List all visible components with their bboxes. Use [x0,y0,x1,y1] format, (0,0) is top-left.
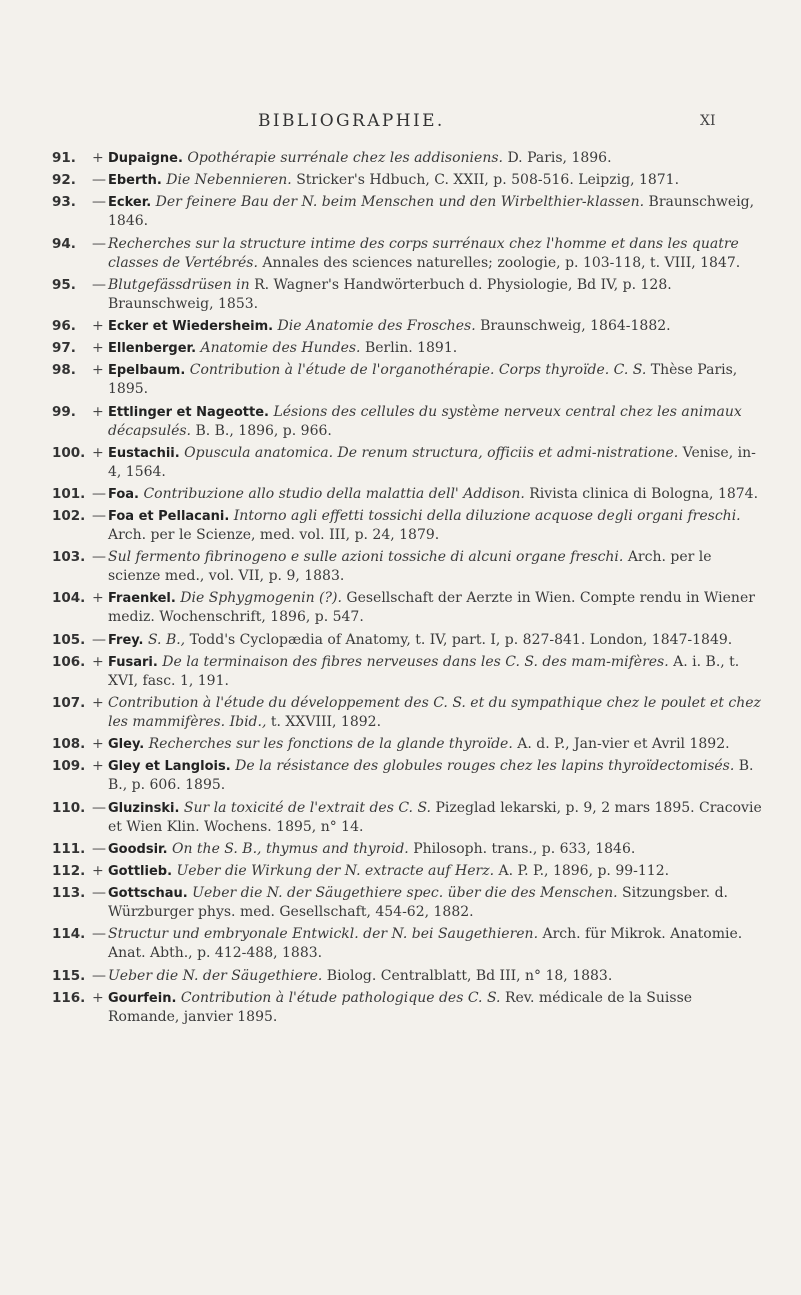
entry-mark: — [92,926,106,943]
bibliography-entry [52,967,764,986]
entry-number: 100. [52,444,86,461]
entry-title: Sur la toxicité de l'extrait des C. S. [183,799,431,816]
entry-source: Berlin. 1891. [364,340,458,357]
entry-source: Arch. per le scienze med., vol. VII, p. 9, 1883. [108,549,712,585]
entry-number: 107. [52,695,86,711]
entry-source: t. XXVIII, 1892. [270,714,382,730]
entry-author: Gley et Langlois. [108,759,231,775]
entry-author: Gottschau. [108,886,188,902]
entry-number: 115. [52,967,86,984]
entry-source: Sitzungsber. d. Würzburger phys. med. Gesellschaft, 454-62, 1882. [108,885,728,921]
bibliography-entry [52,403,764,441]
entry-number: 116. [52,989,86,1006]
entry-source: Annales des sciences naturelles; zoologie, p. 103-118, t. VIII, 1847. [262,254,741,271]
entry-source: A. i. B., t. XVI, fasc. 1, 191. [108,653,740,689]
entry-title: Ueber die N. der Säugethiere. [108,967,323,984]
bibliography-entry [52,507,764,545]
entry-author: Frey. [108,632,144,648]
entry-title: De la terminaison des fibres nerveuses dans les C. S. des mam-mifères. [162,653,669,670]
entry-source: Philosoph. trans., p. 633, 1846. [413,840,636,857]
entry-number: 113. [52,885,86,902]
entry-author: Eustachii. [108,445,180,461]
entry-body [108,840,764,859]
entry-title: S. B., [147,631,186,648]
entry-mark: + [92,362,104,379]
entry-mark: — [92,235,106,252]
entry-number: 96. [52,317,76,334]
bibliography-entry [52,631,764,650]
entry-source: Venise, in-4, 1564. [108,444,756,480]
bibliography-entry [52,925,764,963]
entry-number: 93. [52,194,76,211]
entry-source: Braunschweig, 1864-1882. [480,317,671,334]
entry-body [108,149,764,168]
entry-body [108,548,764,586]
entry-author: Gourfein. [108,990,177,1006]
entry-mark: — [92,485,106,502]
entry-mark: + [92,590,104,607]
bibliography-entry [52,862,764,881]
entry-title: Ueber die N. der Säugethiere spec. über die des Menschen. [192,885,618,902]
entry-author: Gley. [108,737,145,753]
entry-body [108,735,764,754]
entry-title: Die Anatomie des Frosches. [277,317,476,334]
bibliography-entry [52,276,764,314]
entry-source: Rivista clinica di Bologna, 1874. [529,485,759,502]
entry-number: 108. [52,736,86,753]
entry-body [108,235,764,273]
entry-mark: — [92,194,106,211]
bibliography-entry [52,989,764,1027]
entry-body [108,631,764,650]
bibliography-entry [52,799,764,837]
entry-source: Biolog. Centralblatt, Bd III, n° 18, 1883. [326,967,613,984]
entry-source: Pizeglad lekarski, p. 9, 2 mars 1895. Cracovie et Wien Klin. Wochens. 1895, n° 14. [108,799,762,835]
entry-mark: + [92,758,104,775]
entry-number: 110. [52,799,86,816]
entry-title: On the S. B., thymus and thyroid. [171,840,409,857]
entry-body [108,862,764,881]
entry-number: 112. [52,862,86,879]
page-number: XI [700,113,716,129]
entry-author: Foa. [108,486,139,502]
entry-mark: + [92,150,104,166]
entry-title: Recherches sur la structure intime des corps surrénaux chez l'homme et dans les quatre classes de Vertébrés. [108,235,739,271]
entry-title: Contribuzione allo studio della malattia dell' Addison. [143,485,525,502]
entry-author: Fusari. [108,654,158,670]
entry-author: Ecker et Wiedersheim. [108,318,274,334]
entry-number: 109. [52,758,86,775]
entry-title: Lésions des cellules du système nerveux central chez les animaux décapsulés. [108,403,742,439]
entry-author: Foa et Pellacani. [108,509,230,525]
entry-source: B. B., p. 606. 1895. [108,758,754,794]
entry-number: 111. [52,840,86,857]
entry-number: 103. [52,549,86,566]
bibliography-entry [52,653,764,691]
entry-mark: + [92,862,104,879]
entry-author: Eberth. [108,173,162,189]
bibliography-entry [52,171,764,190]
bibliography-entry [52,235,764,273]
entry-title: Structur und embryonale Entwickl. der N. bei Saugethieren. [108,926,539,943]
bibliography-entry [52,444,764,482]
entry-mark: — [92,172,106,189]
entry-body [108,317,764,336]
entry-author: Fraenkel. [108,591,176,607]
entry-body [108,925,764,963]
entry-title: Contribution à l'étude pathologique des C. S. [180,989,501,1006]
entry-mark: + [92,989,104,1006]
entry-body [108,171,764,190]
entry-number: 91. [52,150,76,166]
entry-mark: + [92,403,104,420]
entry-body [108,989,764,1027]
entry-author: Ecker. [108,195,152,211]
bibliography-entry [52,361,764,399]
entry-author: Ettlinger et Nageotte. [108,404,269,420]
entry-body [108,276,764,314]
entry-number: 98. [52,362,76,379]
entry-mark: — [92,549,106,566]
bibliography-entry [52,548,764,586]
entry-author: Ellenberger. [108,341,197,357]
entry-title: Contribution à l'étude du développement des C. S. et du sympathique chez le poulet et chez les mammifères. Ibid., [108,695,761,730]
entry-source: R. Wagner's Handwörterbuch d. Physiologie, Bd IV, p. 128. Braunschweig, 1853. [108,276,672,312]
entry-number: 106. [52,653,86,670]
entry-body [108,507,764,545]
entry-mark: + [92,653,104,670]
entry-number: 102. [52,508,86,525]
entry-title: Ueber die Wirkung der N. extracte auf Herz. [176,862,495,879]
entry-mark: — [92,799,106,816]
entry-source: Rev. médicale de la Suisse Romande, janvier 1895. [108,989,693,1025]
bibliography-entry [52,735,764,754]
entry-title: Die Sphygmogenin (?). [180,590,342,607]
entry-source: Braunschweig, 1846. [108,194,755,230]
entry-mark: — [92,967,106,984]
bibliography-entry [52,485,764,504]
entry-number: 99. [52,403,76,420]
page-header [0,111,801,135]
entry-source: Thèse Paris, 1895. [108,362,738,398]
entry-body [108,589,764,627]
entry-source: D. Paris, 1896. [507,150,612,166]
entry-body [108,653,764,691]
bibliography-entry [52,694,764,732]
bibliography-entry [52,193,764,231]
entry-mark: — [92,631,106,648]
entry-title: Contribution à l'étude de l'organothérapie. Corps thyroïde. C. S. [189,362,647,379]
entry-number: 95. [52,276,76,293]
running-title: BIBLIOGRAPHIE. [258,111,445,131]
entry-mark: + [92,444,104,461]
entry-body [108,444,764,482]
bibliography-entry [52,840,764,859]
entry-body [108,485,764,504]
entry-mark: — [92,508,106,525]
entry-source: Gesellschaft der Aerzte in Wien. Compte rendu in Wiener mediz. Wochenschrift, 1896, p. 547. [108,590,755,626]
entry-source: Arch. per le Scienze, med. vol. III, p. 24, 1879. [108,527,440,544]
entry-title: Blutgefässdrüsen in [108,276,250,293]
entry-source: Arch. für Mikrok. Anatomie. Anat. Abth., p. 412-488, 1883. [108,926,743,962]
entry-title: Sul fermento fibrinogeno e sulle azioni tossiche di alcuni organe freschi. [108,549,624,566]
entry-mark: — [92,276,106,293]
entry-source: B. B., 1896, p. 966. [195,422,332,439]
entry-body [108,193,764,231]
entry-body [108,403,764,441]
entry-mark: + [92,736,104,753]
entry-body [108,799,764,837]
entry-body [108,694,764,732]
entry-source: A. d. P., Jan-vier et Avril 1892. [517,736,730,753]
entry-number: 101. [52,485,86,502]
bibliography-entry [52,884,764,922]
entry-author: Gottlieb. [108,863,173,879]
entry-author: Gluzinski. [108,800,180,816]
entry-author: Goodsir. [108,841,168,857]
entry-title: Die Nebennieren. [166,172,292,189]
entry-body [108,361,764,399]
entry-title: Anatomie des Hundes. [200,340,361,357]
entry-number: 94. [52,235,76,252]
entry-title: Recherches sur les fonctions de la glande thyroïde. [148,736,513,753]
entry-source: A. P. P., 1896, p. 99-112. [498,862,670,879]
entry-title: De la résistance des globules rouges chez les lapins thyroïdectomisés. [235,758,735,775]
bibliography-entry [52,149,764,168]
entry-title: Intorno agli effetti tossichi della diluzione acquose degli organi freschi. [233,508,741,525]
entry-source: Todd's Cyclopædia of Anatomy, t. IV, part. I, p. 827-841. London, 1847-1849. [189,631,733,648]
entry-mark: — [92,885,106,902]
entry-number: 104. [52,590,86,607]
entry-title: Der feinere Bau der N. beim Menschen und den Wirbelthier-klassen. [155,194,645,211]
entry-mark: + [92,340,104,357]
entry-number: 97. [52,340,76,357]
entry-body [108,884,764,922]
entry-mark: + [92,695,104,711]
entry-number: 114. [52,926,86,943]
entry-title: Opuscula anatomica. De renum structura, officiis et admi-nistratione. [184,444,679,461]
entry-number: 105. [52,631,86,648]
bibliography-entry [52,589,764,627]
bibliography-entry [52,339,764,358]
bibliography-entry [52,317,764,336]
entry-source: Stricker's Hdbuch, C. XXII, p. 508-516. Leipzig, 1871. [296,172,680,189]
entry-mark: + [92,317,104,334]
entry-body [108,339,764,358]
bibliography-entry [52,757,764,795]
entry-body [108,967,764,986]
bibliography-list [52,149,764,1030]
entry-author: Epelbaum. [108,363,186,379]
entry-title: Opothérapie surrénale chez les addisoniens. [187,150,503,166]
entry-mark: — [92,840,106,857]
entry-number: 92. [52,172,76,189]
entry-body [108,757,764,795]
entry-author: Dupaigne. [108,151,183,166]
